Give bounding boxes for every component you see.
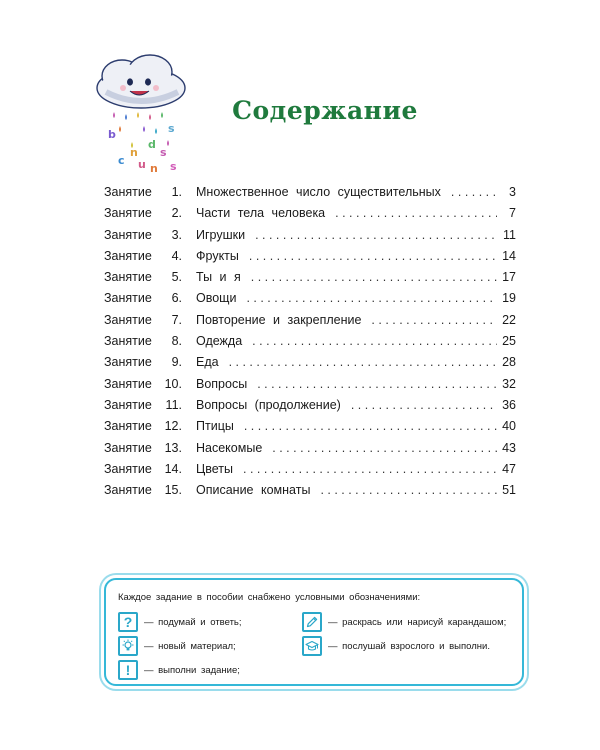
legend-new-material <box>118 636 236 656</box>
toc-number: 8. <box>171 334 182 349</box>
toc-lesson-word: Занятие <box>104 206 152 221</box>
toc-number: 14. <box>164 461 182 476</box>
toc-lesson-word: Занятие <box>104 376 152 391</box>
toc-row[interactable] <box>104 313 516 334</box>
toc-topic: Одежда <box>196 334 243 349</box>
toc-lesson-word: Занятие <box>104 270 152 285</box>
toc-leader <box>246 291 497 305</box>
toc-topic: Насекомые <box>196 440 263 455</box>
page-title: Содержание <box>232 96 418 125</box>
toc-number: 3. <box>171 227 182 242</box>
toc-lesson-word: Занятие <box>104 334 152 349</box>
legend-think-label: — подумай и ответь; <box>144 616 242 628</box>
toc-topic: Вопросы <box>196 376 248 391</box>
toc-lesson-word: Занятие <box>104 419 152 434</box>
toc-number: 13. <box>164 440 182 455</box>
toc-page: 14 <box>502 248 516 263</box>
toc-page: 36 <box>502 397 516 412</box>
legend-listen <box>302 636 490 656</box>
toc-row[interactable] <box>104 228 516 249</box>
toc-topic: Цветы <box>196 461 233 476</box>
cloud-letter: b <box>108 128 116 141</box>
cloud-letter: d <box>148 138 156 151</box>
toc-row[interactable] <box>104 206 516 227</box>
legend-intro: Каждое задание в пособии снабжено условными обозначениями: <box>118 592 421 603</box>
toc-page: 19 <box>502 291 516 306</box>
cloud-icon <box>97 55 185 108</box>
toc-leader <box>244 419 497 433</box>
toc-page: 40 <box>502 419 516 434</box>
cloud-letter: c <box>118 154 125 167</box>
legend-think <box>118 612 242 632</box>
toc-topic: Множественное число существительных <box>196 185 441 199</box>
pencil-icon <box>302 612 322 632</box>
toc-topic: Птицы <box>196 419 234 434</box>
toc-leader <box>351 398 497 412</box>
toc-page: 3 <box>509 185 516 199</box>
toc-leader <box>257 377 497 391</box>
toc-page: 47 <box>502 461 516 476</box>
table-of-contents <box>104 185 516 504</box>
legend-do-task <box>118 660 240 680</box>
toc-topic: Вопросы (продолжение) <box>196 397 341 412</box>
question-icon: ? <box>118 612 138 632</box>
toc-lesson-word: Занятие <box>104 355 152 370</box>
toc-lesson-word: Занятие <box>104 227 152 242</box>
rain-drops-icon <box>113 112 169 148</box>
exclamation-icon: ! <box>118 660 138 680</box>
toc-leader <box>371 313 497 327</box>
toc-lesson-word: Занятие <box>104 483 152 498</box>
cloud-letter: s <box>160 146 167 159</box>
toc-topic: Игрушки <box>196 227 246 242</box>
toc-page: 51 <box>502 483 516 498</box>
toc-row[interactable] <box>104 462 516 483</box>
toc-number: 12. <box>164 419 182 434</box>
cloud-letter: u <box>138 158 146 171</box>
toc-topic: Еда <box>196 355 219 370</box>
toc-leader <box>451 185 497 199</box>
toc-row[interactable] <box>104 249 516 270</box>
toc-row[interactable] <box>104 334 516 355</box>
toc-leader <box>252 334 497 348</box>
toc-topic: Фрукты <box>196 248 239 263</box>
toc-leader <box>255 228 497 242</box>
toc-topic: Овощи <box>196 291 237 306</box>
cloud-letter: n <box>130 146 138 159</box>
toc-page: 28 <box>502 355 516 370</box>
toc-leader <box>272 441 497 455</box>
toc-row[interactable] <box>104 270 516 291</box>
legend-draw <box>302 612 506 632</box>
toc-number: 9. <box>171 355 182 370</box>
toc-lesson-word: Занятие <box>104 185 152 199</box>
toc-leader <box>249 249 497 263</box>
toc-number: 6. <box>171 291 182 306</box>
toc-row[interactable] <box>104 419 516 440</box>
toc-leader <box>243 462 497 476</box>
toc-row[interactable] <box>104 291 516 312</box>
toc-leader <box>320 483 497 497</box>
toc-topic: Ты и я <box>196 270 241 285</box>
toc-number: 5. <box>171 270 182 285</box>
toc-number: 7. <box>171 312 182 327</box>
toc-lesson-word: Занятие <box>104 291 152 306</box>
cloud-letter: n <box>150 162 158 175</box>
toc-number: 10. <box>164 376 182 391</box>
graduation-cap-icon <box>302 636 322 656</box>
toc-row[interactable] <box>104 483 516 504</box>
toc-lesson-word: Занятие <box>104 312 152 327</box>
toc-leader <box>229 355 497 369</box>
rain-cloud-illustration <box>86 52 196 180</box>
legend-new-material-label: — новый материал; <box>144 640 236 652</box>
toc-number: 4. <box>171 248 182 263</box>
toc-row[interactable] <box>104 377 516 398</box>
toc-number: 1. <box>171 185 182 199</box>
legend-listen-label: — послушай взрослого и выполни. <box>328 640 490 652</box>
toc-number: 15. <box>164 483 182 498</box>
toc-number: 2. <box>171 206 182 221</box>
toc-page: 25 <box>502 334 516 349</box>
toc-page: 22 <box>502 312 516 327</box>
toc-page: 7 <box>509 206 516 221</box>
toc-number: 11. <box>165 397 182 412</box>
toc-topic: Описание комнаты <box>196 483 311 498</box>
cloud-letter: s <box>168 122 175 135</box>
toc-lesson-word: Занятие <box>104 248 152 263</box>
toc-lesson-word: Занятие <box>104 397 152 412</box>
toc-page: 43 <box>502 440 516 455</box>
toc-row[interactable] <box>104 441 516 462</box>
cloud-letter: s <box>170 160 177 173</box>
lightbulb-icon <box>118 636 138 656</box>
toc-lesson-word: Занятие <box>104 461 152 476</box>
toc-page: 32 <box>502 376 516 391</box>
toc-row[interactable] <box>104 398 516 419</box>
toc-page: 11 <box>503 227 516 242</box>
toc-leader <box>251 270 497 284</box>
legend-draw-label: — раскрась или нарисуй карандашом; <box>328 616 507 628</box>
toc-topic: Части тела человека <box>196 206 326 221</box>
toc-row[interactable] <box>104 185 516 206</box>
legend-do-task-label: — выполни задание; <box>144 664 240 676</box>
legend-box <box>104 578 524 686</box>
toc-lesson-word: Занятие <box>104 440 152 455</box>
toc-row[interactable] <box>104 355 516 376</box>
toc-page: 17 <box>502 270 516 285</box>
toc-leader <box>335 206 497 220</box>
toc-topic: Повторение и закрепление <box>196 312 362 327</box>
